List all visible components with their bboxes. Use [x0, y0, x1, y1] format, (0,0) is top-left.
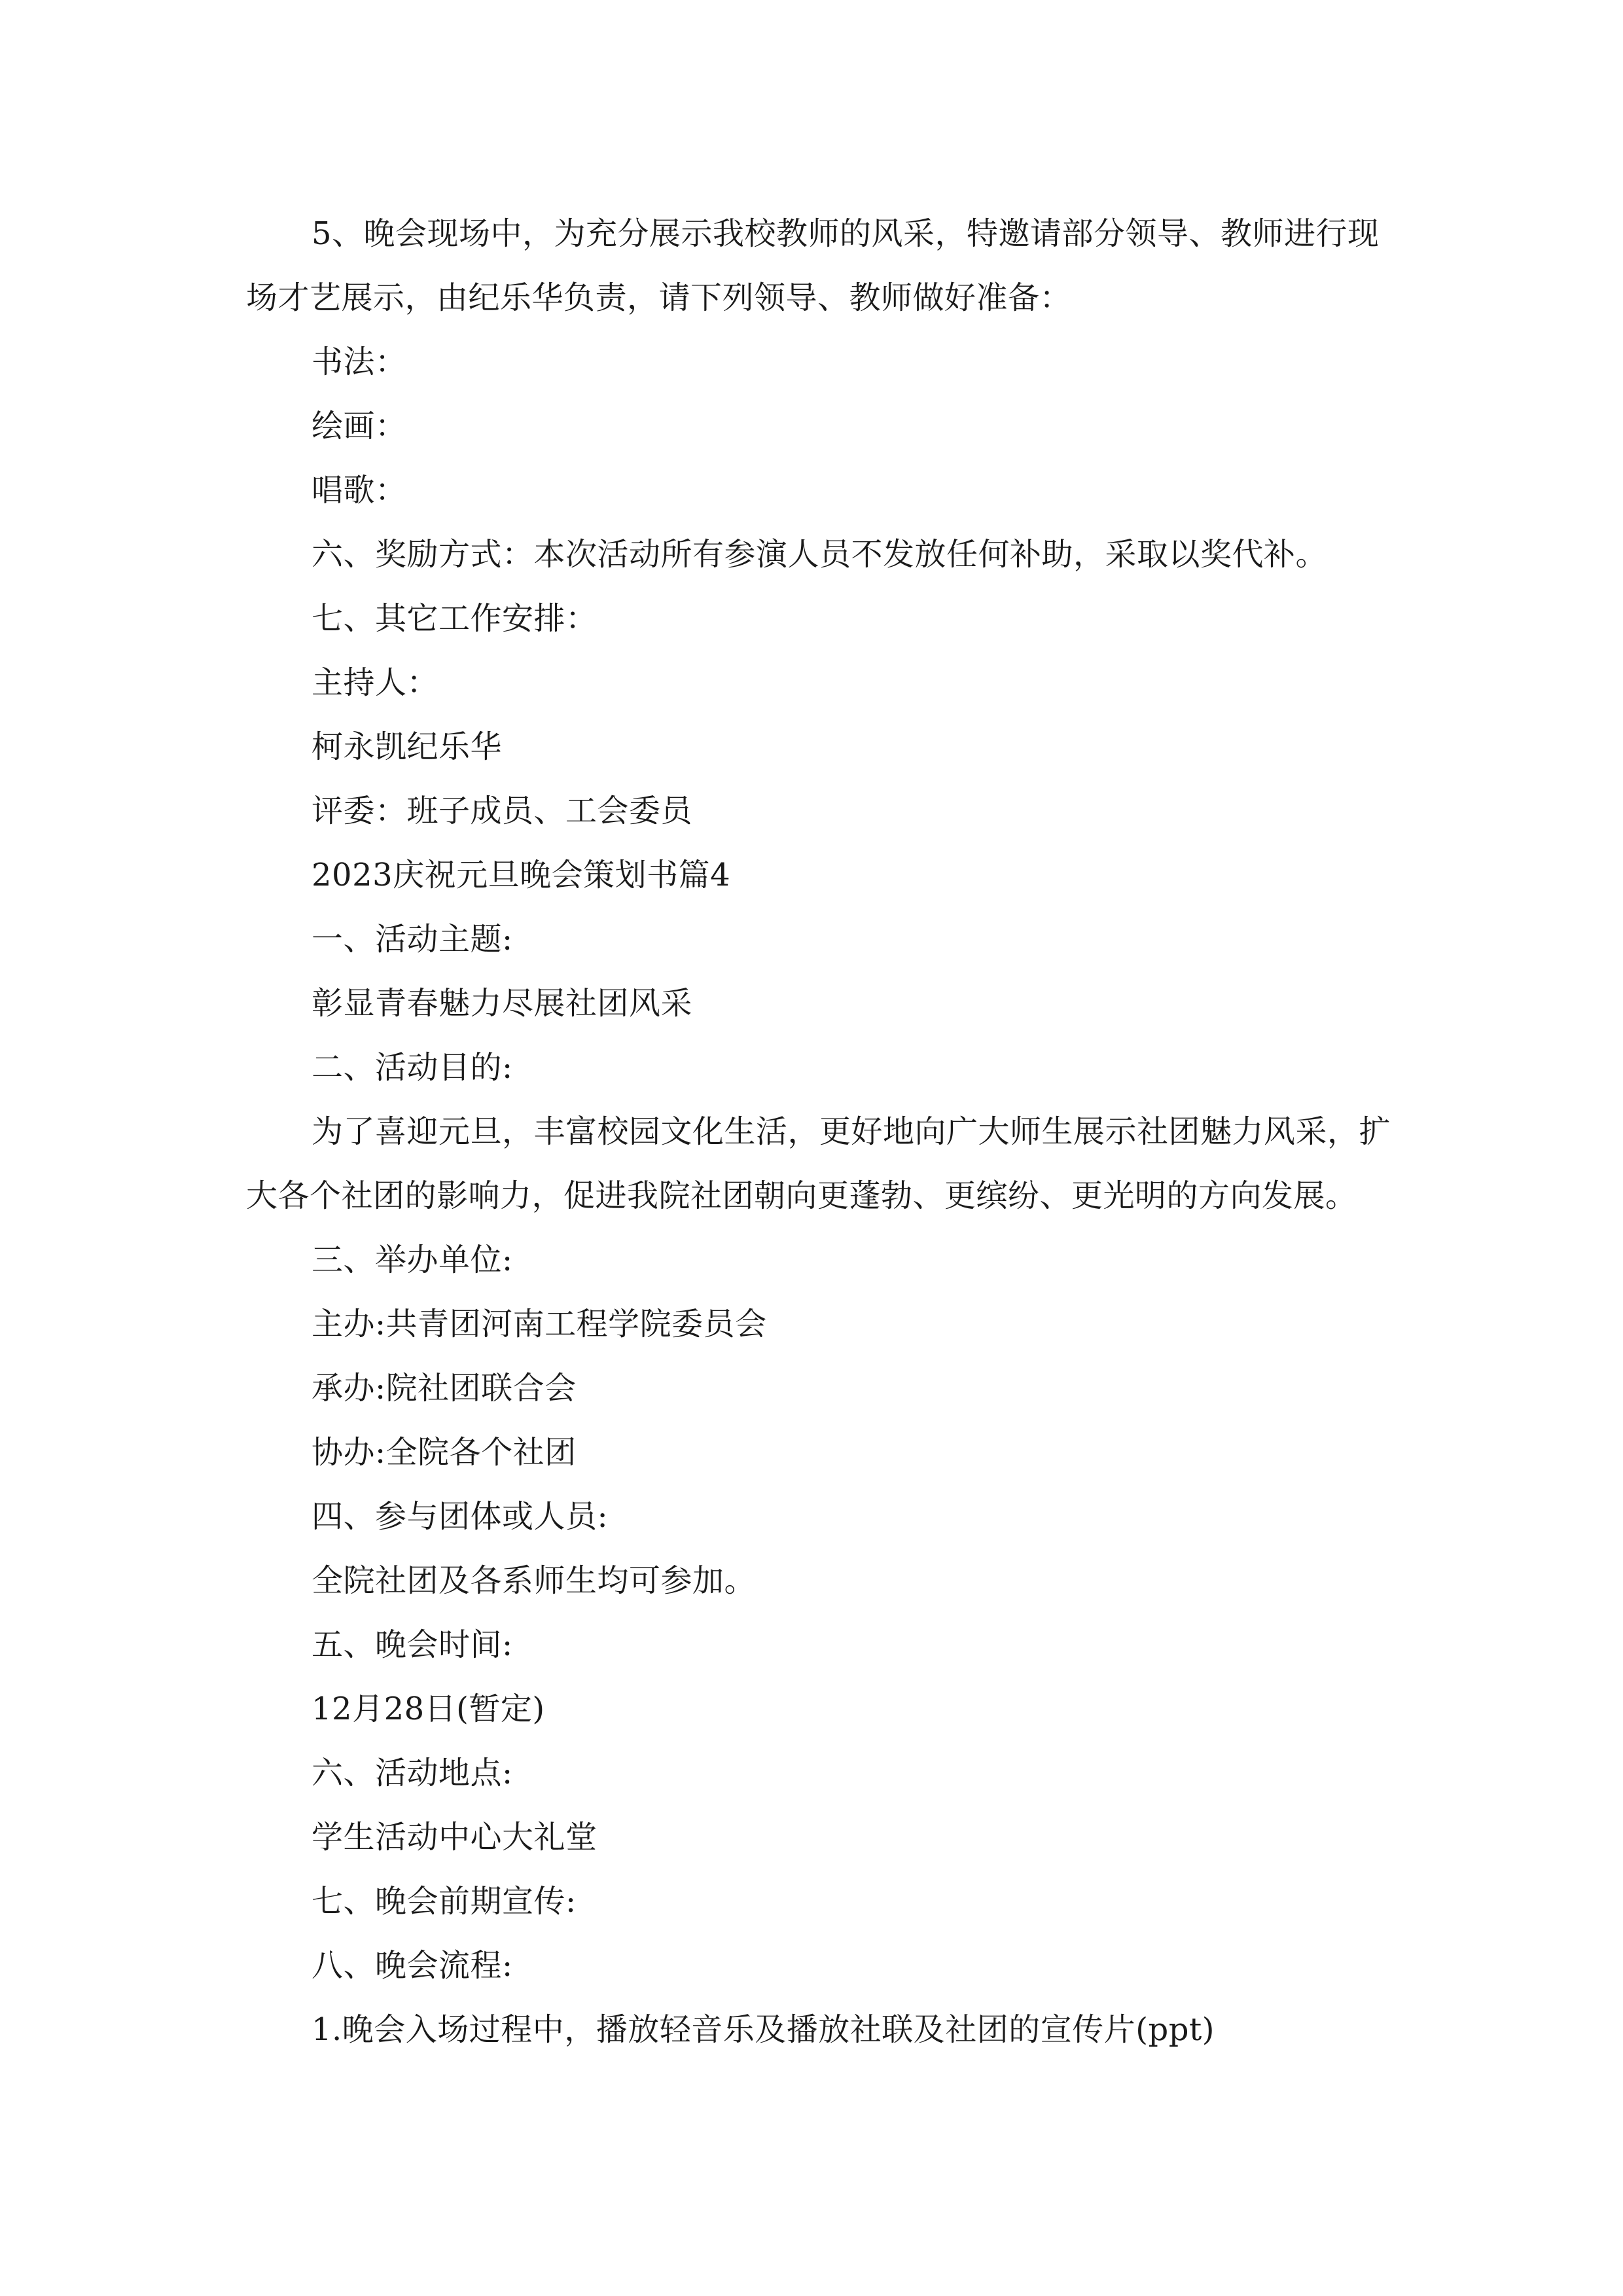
document-body [246, 202, 1398, 2062]
paragraph: 5、晚会现场中，为充分展示我校教师的风采，特邀请部分领导、教师进行现场才艺展示，由纪乐华负责，请下列领导、教师做好准备： [246, 215, 1380, 316]
paragraph: 评委：班子成员、工会委员 [312, 793, 693, 829]
paragraph: 柯永凯纪乐华 [312, 728, 503, 765]
paragraph: 七、晚会前期宣传: [312, 1883, 577, 1920]
paragraph: 1.晚会入场过程中，播放轻音乐及播放社联及社团的宣传片(ppt) [312, 2011, 1215, 2048]
paragraph: 为了喜迎元旦，丰富校园文化生活，更好地向广大师生展示社团魅力风采，扩大各个社团的影响力，促进我院社团朝向更蓬勃、更缤纷、更光明的方向发展。 [246, 1113, 1391, 1214]
paragraph: 12月28日(暂定) [312, 1691, 545, 1727]
paragraph: 八、晚会流程: [312, 1947, 513, 1984]
paragraph: 书法： [312, 344, 407, 380]
paragraph: 一、活动主题: [312, 921, 513, 958]
paragraph: 主持人： [312, 664, 439, 701]
paragraph: 六、活动地点: [312, 1755, 513, 1791]
paragraph: 二、活动目的: [312, 1049, 513, 1086]
paragraph: 主办:共青团河南工程学院委员会 [312, 1306, 767, 1342]
paragraph: 全院社团及各系师生均可参加。 [312, 1562, 757, 1599]
section-title: 2023庆祝元旦晚会策划书篇4 [312, 857, 731, 893]
paragraph: 六、奖励方式：本次活动所有参演人员不发放任何补助，采取以奖代补。 [312, 536, 1328, 573]
paragraph: 唱歌： [312, 472, 407, 509]
paragraph: 五、晚会时间: [312, 1626, 513, 1663]
paragraph: 三、举办单位: [312, 1242, 513, 1278]
paragraph: 七、其它工作安排： [312, 600, 597, 637]
paragraph: 承办:院社团联合会 [312, 1370, 577, 1407]
paragraph: 四、参与团体或人员: [312, 1498, 609, 1535]
paragraph: 协办:全院各个社团 [312, 1434, 577, 1471]
paragraph: 学生活动中心大礼堂 [312, 1819, 597, 1856]
paragraph: 彰显青春魅力尽展社团风采 [312, 985, 693, 1022]
paragraph: 绘画： [312, 408, 407, 444]
